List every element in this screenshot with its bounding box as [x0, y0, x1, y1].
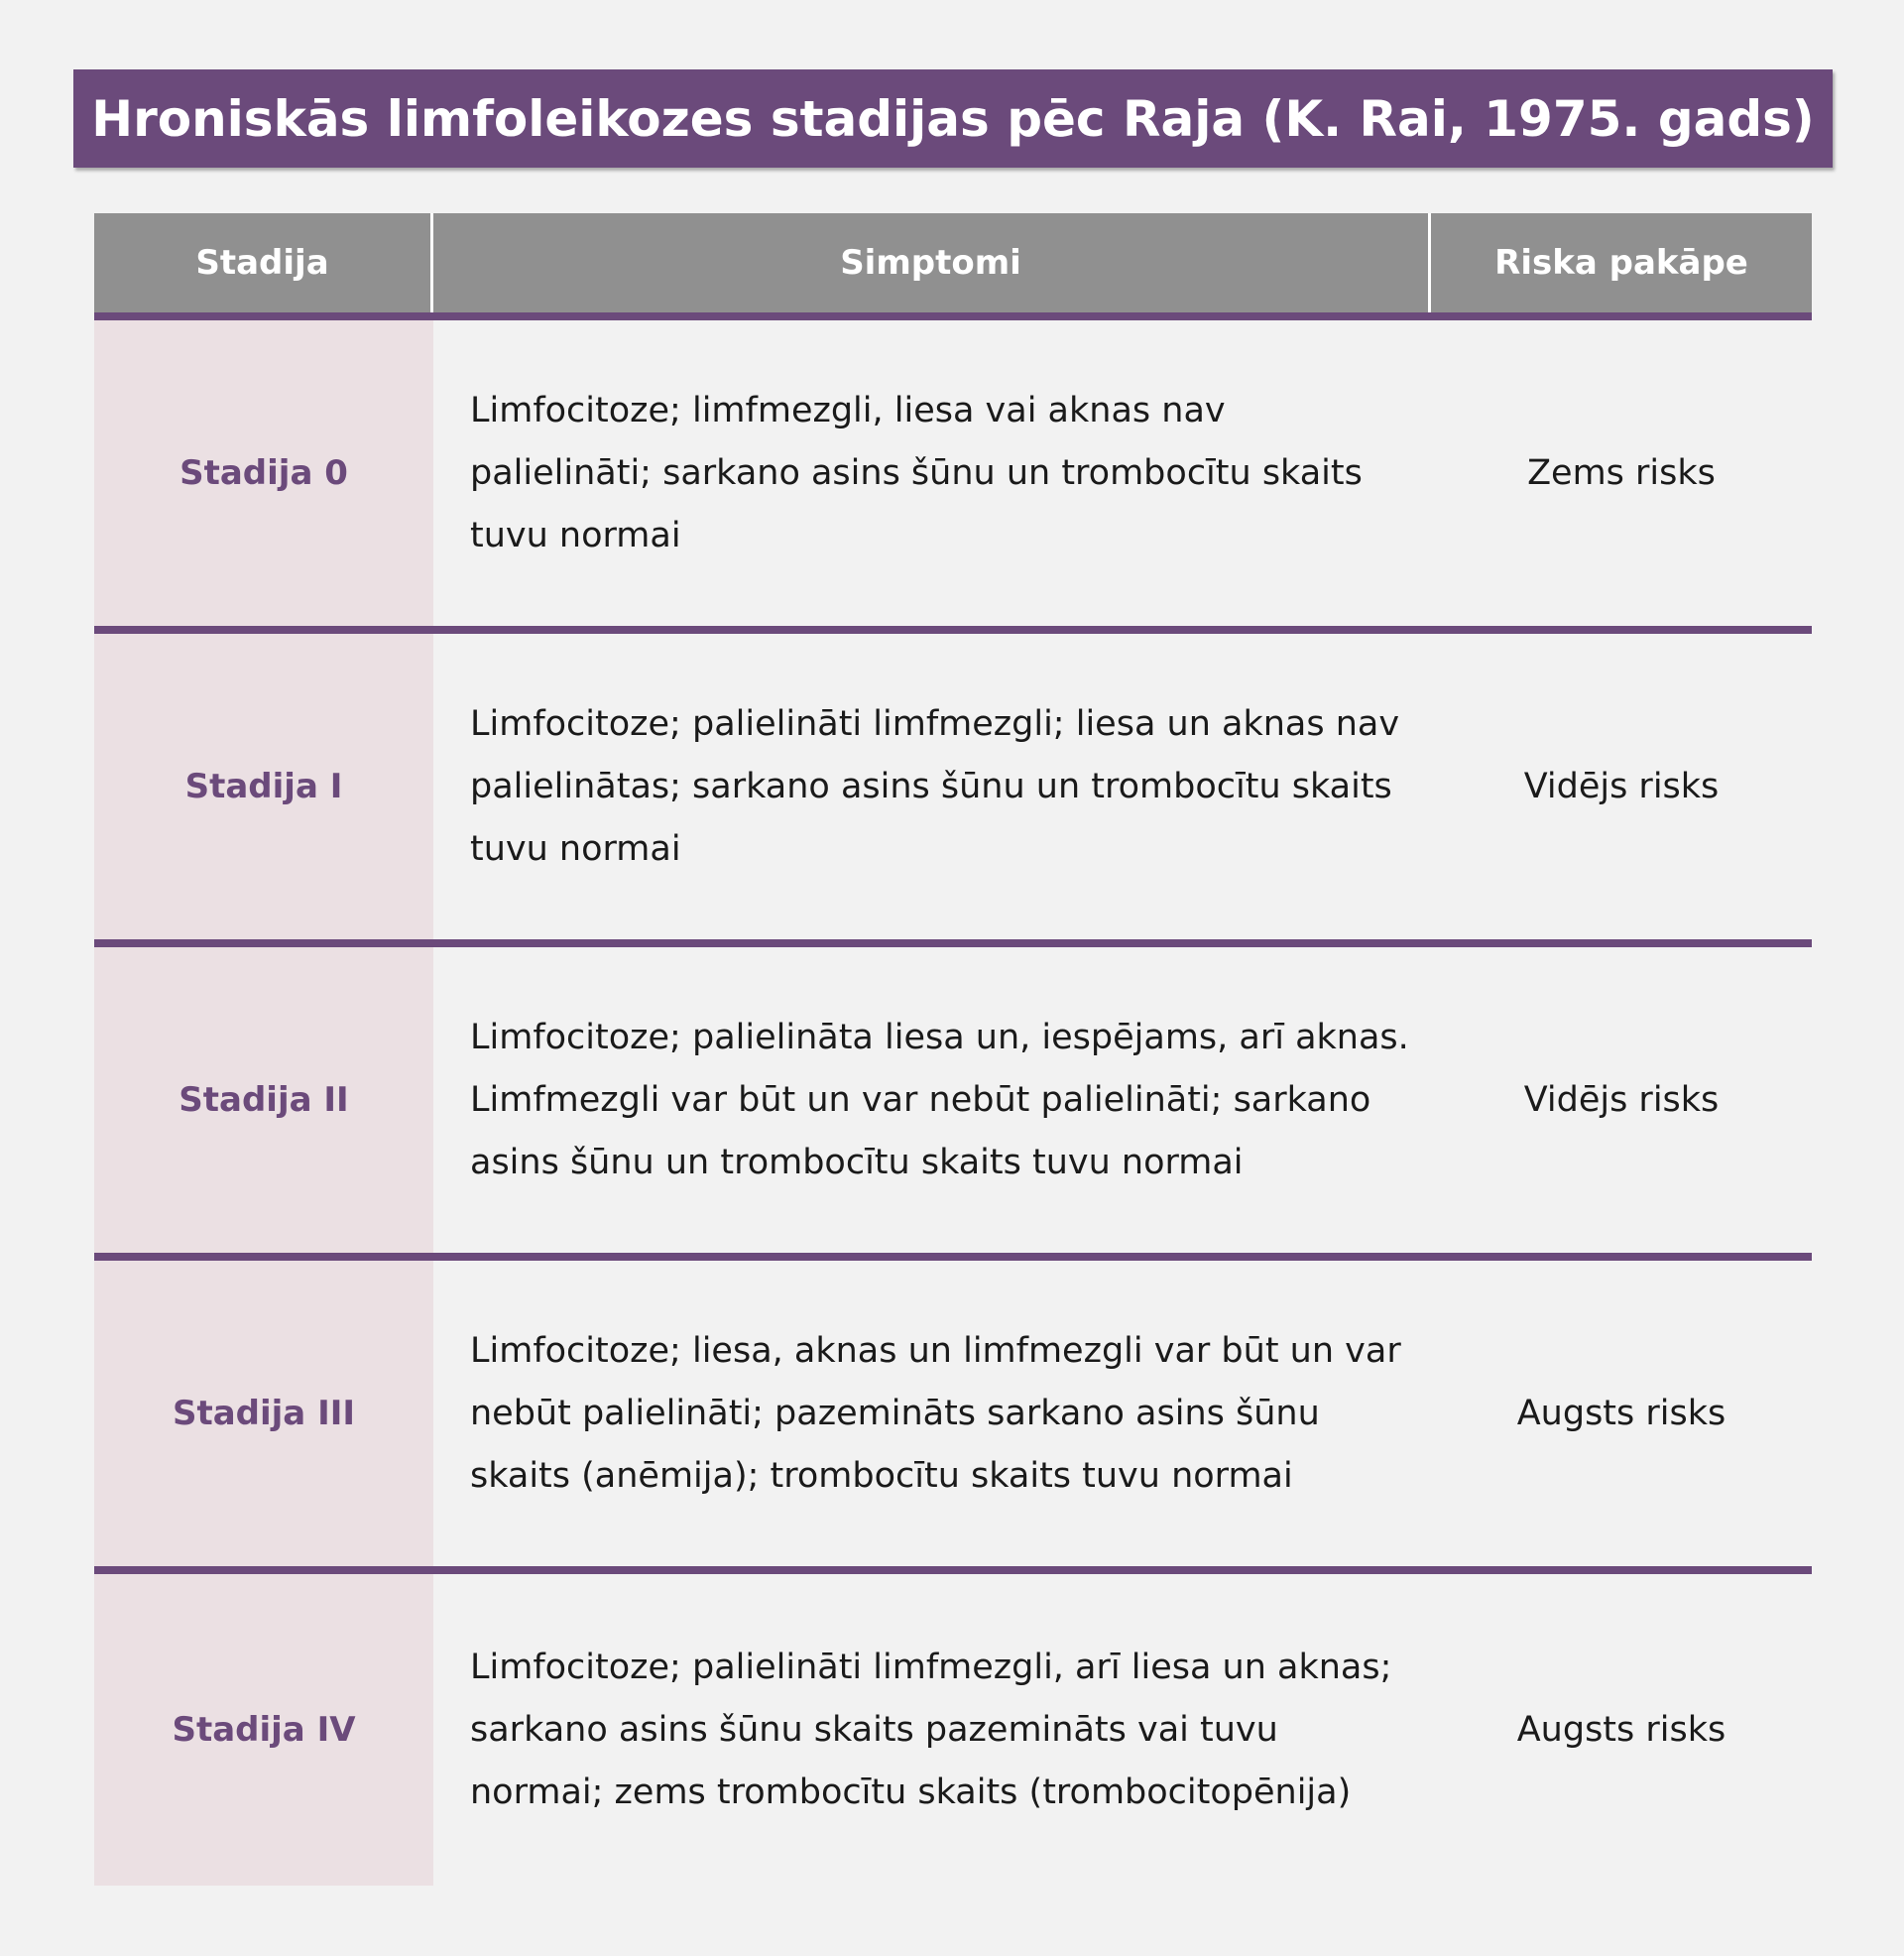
stage-cell: Stadija II	[94, 947, 433, 1253]
symptoms-cell: Limfocitoze; palielināti limfmezgli, arī liesa un aknas; sarkano asins šūnu skaits pazemināts vai tuvu normai; zems trombocītu skaits (trombocitopēnija)	[470, 1647, 1392, 1812]
table-header	[94, 213, 1812, 320]
stage-cell: Stadija I	[94, 634, 433, 939]
symptoms-cell: Limfocitoze; limfmezgli, liesa vai aknas nav palielināti; sarkano asins šūnu un trombocītu skaits tuvu normai	[470, 390, 1363, 555]
title-banner	[73, 69, 1833, 168]
table-row	[94, 320, 1812, 634]
symptoms-cell: Limfocitoze; palielināti limfmezgli; liesa un aknas nav palielinātas; sarkano asins šūnu un trombocītu skaits tuvu normai	[470, 703, 1400, 869]
stage-cell: Stadija 0	[94, 320, 433, 626]
table-row	[94, 1261, 1812, 1574]
stage-cell: Stadija III	[94, 1261, 433, 1566]
table-row	[94, 1574, 1812, 1886]
header-symptoms: Simptomi	[433, 213, 1431, 312]
risk-cell: Augsts risks	[1516, 1394, 1726, 1433]
risk-cell: Vidējs risks	[1523, 767, 1720, 806]
symptoms-cell: Limfocitoze; liesa, aknas un limfmezgli var būt un var nebūt palielināti; pazemināts sarkano asins šūnu skaits (anēmija); trombocītu skaits tuvu normai	[470, 1330, 1401, 1496]
symptoms-cell: Limfocitoze; palielināta liesa un, iespējams, arī aknas. Limfmezgli var būt un var nebūt palielināti; sarkano asins šūnu un trombocītu skaits tuvu normai	[470, 1017, 1409, 1182]
risk-cell: Vidējs risks	[1523, 1080, 1720, 1120]
header-risk: Riska pakāpe	[1494, 243, 1748, 283]
page-title: Hroniskās limfoleikozes stadijas pēc Raja (K. Rai, 1975. gads)	[91, 89, 1815, 148]
table-row	[94, 634, 1812, 947]
header-stage: Stadija	[94, 213, 433, 312]
rai-staging-table	[94, 213, 1812, 1886]
risk-cell: Zems risks	[1527, 453, 1716, 493]
risk-cell: Augsts risks	[1516, 1710, 1726, 1750]
stage-cell: Stadija IV	[94, 1574, 433, 1886]
table-row	[94, 947, 1812, 1261]
